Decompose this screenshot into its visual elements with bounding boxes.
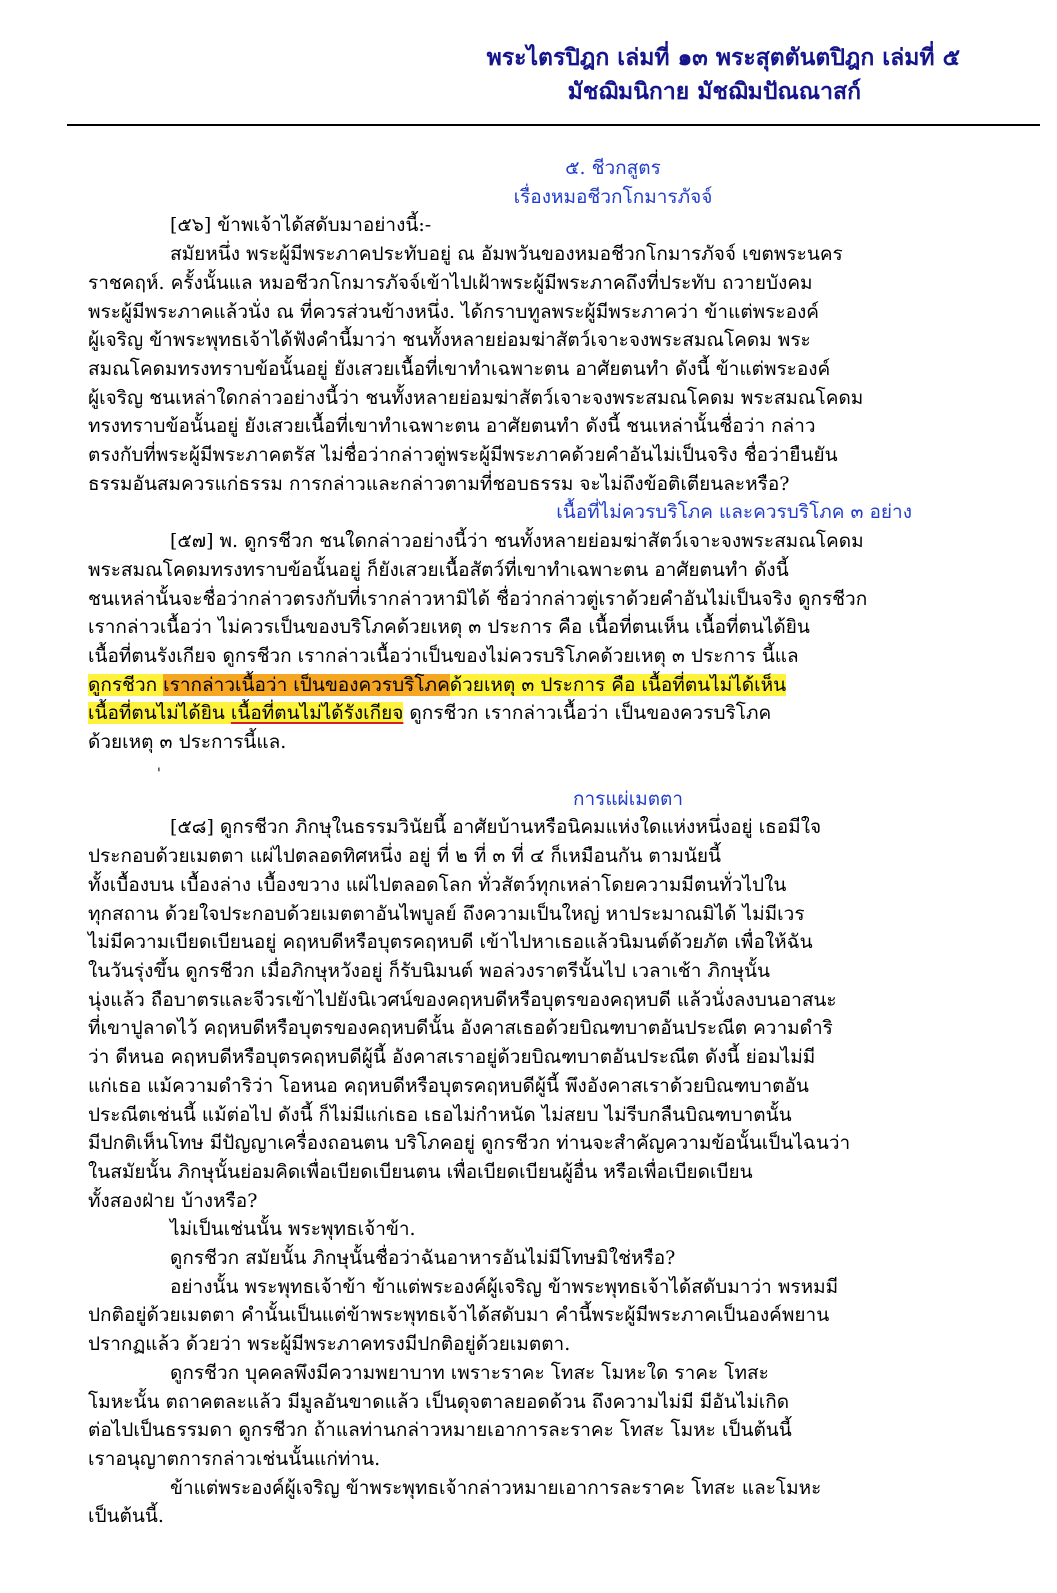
para57-line: [๕๗] พ. ดูกรชีวก ชนใดกล่าวอย่างนี้ว่า ชนทั้งหลายย่อมฆ่าสัตว์เจาะจงพระสมณโคดม xyxy=(170,530,864,553)
reply-line: ข้าแต่พระองค์ผู้เจริญ ข้าพระพุทธเจ้ากล่าวหมายเอาการละราคะ โทสะ และโมหะ xyxy=(170,1476,822,1499)
page-header xyxy=(0,0,1057,128)
para58-line: ทุกสถาน ด้วยใจประกอบด้วยเมตตาอันไพบูลย์ ถึงความเป็นใหญ่ หาประมาณมิได้ ไม่มีเวร xyxy=(88,902,805,925)
para58-line: ทั้งสองฝ่าย บ้างหรือ? xyxy=(88,1189,258,1212)
para56-line: ราชคฤห์. ครั้งนั้นแล หมอชีวกโกมารภัจจ์เข้าไปเฝ้าพระผู้มีพระภาคถึงที่ประทับ ถวายบังคม xyxy=(88,271,813,294)
question-line: ดูกรชีวก สมัยนั้น ภิกษุนั้นชื่อว่าฉันอาหารอันไม่มีโทษมิใช่หรือ? xyxy=(170,1247,676,1270)
para58-line: ทั้งเบื้องบน เบื้องล่าง เบื้องขวาง แผ่ไปตลอดโลก ทั่วสัตว์ทุกเหล่าโดยความมีตนทั่วไปใน xyxy=(88,873,787,896)
para58-line: มีปกติเห็นโทษ มีปัญญาเครื่องถอนตน บริโภคอยู่ ดูกรชีวก ท่านจะสำคัญความข้อนั้นเป็นไฉนว่า xyxy=(88,1132,851,1155)
para58-line: ประกอบด้วยเมตตา แผ่ไปตลอดทิศหนึ่ง อยู่ ที่ ๒ ที่ ๓ ที่ ๔ ก็เหมือนกัน ตามนัยนี้ xyxy=(88,845,722,868)
highlight-underlined: เนื้อที่ตนไม่ได้รังเกียจ xyxy=(230,702,404,725)
para57-line: เนื้อที่ตนรังเกียจ ดูกรชีวก เรากล่าวเนื้อว่าเป็นของไม่ควรบริโภคด้วยเหตุ ๓ ประการ นี้แล xyxy=(88,644,799,667)
reply-line: ไม่เป็นเช่นนั้น พระพุทธเจ้าข้า. xyxy=(170,1218,416,1241)
para56-line: สมัยหนึ่ง พระผู้มีพระภาคประทับอยู่ ณ อัมพวันของหมอชีวกโกมารภัจจ์ เขตพระนคร xyxy=(170,243,843,266)
teaching-line: ต่อไปเป็นธรรมดา ดูกรชีวก ถ้าแลท่านกล่าวหมายเอาการละราคะ โทสะ โมหะ เป็นต้นนี้ xyxy=(88,1419,792,1442)
section-heading-metta: การแผ่เมตตา xyxy=(572,787,684,810)
highlight-orange: เรากล่าวเนื้อว่า เป็นของควรบริโภค xyxy=(163,673,450,696)
para57-line: ชนเหล่านั้นจะชื่อว่ากล่าวตรงกับที่เรากล่าวหามิได้ ชื่อว่ากล่าวตู่เราด้วยคำอันไม่เป็นจริง ดูกรชีวก xyxy=(88,587,868,610)
para58-line: ไม่มีความเบียดเบียนอยู่ คฤหบดีหรือบุตรคฤหบดี เข้าไปหาเธอแล้วนิมนต์ด้วยภัต เพื่อให้ฉัน xyxy=(88,931,813,954)
para57-line: ด้วยเหตุ ๓ ประการนี้แล. xyxy=(88,731,287,754)
para57-highlight-line xyxy=(88,699,938,728)
para58-line: ที่เขาปูลาดไว้ คฤหบดีหรือบุตรของคฤหบดีนั้น อังคาสเธอด้วยบิณฑบาตอันประณีต ความดำริ xyxy=(88,1017,833,1040)
para56-line: ตรงกับที่พระผู้มีพระภาคตรัส ไม่ชื่อว่ากล่าวตู่พระผู้มีพระภาคด้วยคำอันไม่เป็นจริง ชื่อว่ายืนยัน xyxy=(88,444,838,467)
teaching-line: โมหะนั้น ตถาคตละแล้ว มีมูลอันขาดแล้ว เป็นดุจตาลยอดด้วน ถึงความไม่มี มีอันไม่เกิด xyxy=(88,1390,790,1413)
header-divider xyxy=(67,124,1040,126)
para57-line: พระสมณโคดมทรงทราบข้อนั้นอยู่ ก็ยังเสวยเนื้อสัตว์ที่เขาทำเฉพาะตน อาศัยตนทำ ดังนี้ xyxy=(88,558,789,581)
para57-highlight-line xyxy=(88,671,938,700)
para58-line: ในวันรุ่งขึ้น ดูกรชีวก เมื่อภิกษุหวังอยู่ ก็รับนิมนต์ พอล่วงราตรีนั้นไป เวลาเช้า ภิกษุนั้น xyxy=(88,959,770,982)
book-title: พระไตรปิฎก เล่มที่ ๑๓ พระสุตตันตปิฎก เล่มที่ ๕ xyxy=(486,45,960,71)
highlight-yellow: ดูกรชีวก xyxy=(88,673,164,696)
highlight-yellow: ด้วยเหตุ ๓ ประการ คือ เนื้อที่ตนไม่ได้เห็น xyxy=(449,673,787,696)
para56-line: พระผู้มีพระภาคแล้วนั่ง ณ ที่ควรส่วนข้างหนึ่ง. ได้กราบทูลพระผู้มีพระภาคว่า ข้าแต่พระองค์ xyxy=(88,300,820,323)
teaching-line: เราอนุญาตการกล่าวเช่นนั้นแก่ท่าน. xyxy=(88,1447,381,1470)
answer-line: ปกติอยู่ด้วยเมตตา คำนั้นเป็นแต่ข้าพระพุทธเจ้าได้สดับมา คำนี้พระผู้มีพระภาคเป็นองค์พยาน xyxy=(88,1304,830,1327)
sutta-subtitle: เรื่องหมอชีวกโกมารภัจจ์ xyxy=(513,185,713,208)
para56-line: ผู้เจริญ ข้าพระพุทธเจ้าได้ฟังคำนี้มาว่า ชนทั้งหลายย่อมฆ่าสัตว์เจาะจงพระสมณโคดม พระ xyxy=(88,329,811,352)
para56-line: สมณโคดมทรงทราบข้อนั้นอยู่ ยังเสวยเนื้อที่เขาทำเฉพาะตน อาศัยตนทำ ดังนี้ ข้าแต่พระองค์ xyxy=(88,357,831,380)
para58-line: แก่เธอ แม้ความดำริว่า โอหนอ คฤหบดีหรือบุตรคฤหบดีผู้นี้ พึงอังคาสเราด้วยบิณฑบาตอัน xyxy=(88,1074,809,1097)
para58-line: [๕๘] ดูกรชีวก ภิกษุในธรรมวินัยนี้ อาศัยบ้านหรือนิคมแห่งใดแห่งหนึ่งอยู่ เธอมีใจ xyxy=(170,816,822,839)
highlight-yellow: เนื้อที่ตนไม่ได้ยิน xyxy=(88,702,231,725)
para58-line: ในสมัยนั้น ภิกษุนั้นย่อมคิดเพื่อเบียดเบียนตน เพื่อเบียดเบียนผู้อื่น หรือเพื่อเบียดเบียน xyxy=(88,1160,753,1183)
para57-text: ดูกรชีวก เรากล่าวเนื้อว่า เป็นของควรบริโภค xyxy=(403,702,772,725)
teaching-line: ดูกรชีวก บุคคลพึงมีความพยาบาท เพราะราคะ โทสะ โมหะใด ราคะ โทสะ xyxy=(170,1361,769,1384)
para56-line: ทรงทราบข้อนั้นอยู่ ยังเสวยเนื้อที่เขาทำเฉพาะตน อาศัยตนทำ ดังนี้ ชนเหล่านั้นชื่อว่า กล่าว xyxy=(88,415,816,438)
answer-line: ปรากฏแล้ว ด้วยว่า พระผู้มีพระภาคทรงมีปกติอยู่ด้วยเมตตา. xyxy=(88,1333,571,1356)
para56-line: ธรรมอันสมควรแก่ธรรม การกล่าวและกล่าวตามที่ชอบธรรม จะไม่ถึงข้อติเตียนละหรือ? xyxy=(88,472,790,495)
section-heading-meat: เนื้อที่ไม่ควรบริโภค และควรบริโภค ๓ อย่าง xyxy=(556,501,912,524)
para58-line: ประณีตเช่นนี้ แม้ต่อไป ดังนี้ ก็ไม่มีแก่เธอ เธอไม่กำหนัด ไม่สยบ ไม่รีบกลืนบิณฑบาตนั้น xyxy=(88,1103,792,1126)
para58-line: ว่า ดีหนอ คฤหบดีหรือบุตรคฤหบดีผู้นี้ อังคาสเราอยู่ด้วยบิณฑบาตอันประณีต ดังนี้ ย่อมไม่มี xyxy=(88,1046,816,1069)
para57-line: เรากล่าวเนื้อว่า ไม่ควรเป็นของบริโภคด้วยเหตุ ๓ ประการ คือ เนื้อที่ตนเห็น เนื้อที่ตนได้ยิน xyxy=(88,616,810,639)
sutta-title: ๕. ชีวกสูตร xyxy=(565,157,661,179)
para56-line: ผู้เจริญ ชนเหล่าใดกล่าวอย่างนี้ว่า ชนทั้งหลายย่อมฆ่าสัตว์เจาะจงพระสมณโคดม พระสมณโคดม xyxy=(88,386,864,409)
stray-mark: ' xyxy=(157,766,161,782)
book-subtitle: มัชฌิมนิกาย มัชฌิมปัณณาสก์ xyxy=(567,79,861,105)
reply-line: เป็นต้นนี้. xyxy=(88,1505,164,1528)
answer-line: อย่างนั้น พระพุทธเจ้าข้า ข้าแต่พระองค์ผู้เจริญ ข้าพระพุทธเจ้าได้สดับมาว่า พรหมมี xyxy=(170,1275,839,1298)
para58-line: นุ่งแล้ว ถือบาตรและจีวรเข้าไปยังนิเวศน์ของคฤหบดีหรือบุตรของคฤหบดี แล้วนั่งลงบนอาสนะ xyxy=(88,988,837,1011)
para56-intro: [๕๖] ข้าพเจ้าได้สดับมาอย่างนี้:- xyxy=(170,214,432,237)
document-body xyxy=(88,154,938,1531)
